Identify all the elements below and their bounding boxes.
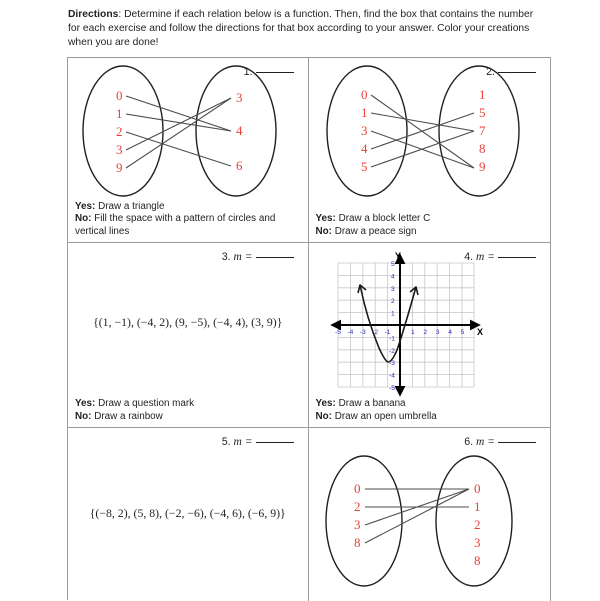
- mapping-domain-value: 0: [116, 88, 123, 103]
- slope-symbol-4: m =: [476, 251, 495, 263]
- exercise-number-4: 4.: [464, 251, 474, 263]
- yes-text-1: Draw a triangle: [98, 200, 165, 212]
- mapping-range-value: 3: [473, 535, 480, 550]
- mapping-domain-value: 4: [360, 141, 367, 156]
- answer-directions-1: [75, 201, 303, 238]
- slope-symbol-6: m =: [476, 436, 495, 448]
- relation-set-5: {(−8, 2), (5, 8), (−2, −6), (−4, 6), (−6, 9)}: [89, 506, 286, 520]
- exercise-label-3: [222, 251, 294, 263]
- slope-symbol-5: m =: [233, 436, 253, 448]
- directions-label: Directions: [68, 9, 119, 20]
- y-tick: -1: [388, 335, 395, 343]
- x-tick: 5: [460, 329, 464, 336]
- no-text-2: Draw a peace sign: [334, 225, 417, 237]
- answer-directions-4: [316, 398, 544, 423]
- mapping-domain-value: 5: [360, 159, 367, 174]
- answer-blank-3[interactable]: [256, 257, 294, 258]
- y-tick: 5: [390, 261, 395, 268]
- y-tick: 1: [390, 310, 395, 318]
- mapping-range-value: 4: [236, 123, 243, 138]
- exercise-number-3: 3.: [221, 251, 231, 263]
- table-row: [68, 428, 551, 601]
- yes-label-1: Yes:: [75, 200, 96, 212]
- mapping-domain-value: 2: [353, 499, 360, 514]
- table-row: [68, 243, 551, 428]
- yes-label-4: Yes:: [315, 398, 336, 410]
- exercise-cell-1: [68, 58, 309, 243]
- exercise-cell-5: [68, 428, 309, 601]
- exercise-number-5: 5.: [221, 436, 231, 448]
- x-tick: 2: [422, 329, 427, 336]
- coordinate-graph-4: [327, 249, 487, 409]
- exercise-cell-2: [309, 58, 552, 243]
- mapping-range-value: 6: [236, 158, 243, 173]
- mapping-range-value: 1: [473, 499, 480, 514]
- no-label-3: No:: [75, 410, 92, 422]
- x-tick: 4: [447, 329, 452, 336]
- relation-set-3: {(1, −1), (−4, 2), (9, −5), (−4, 4), (3, 9)}: [93, 315, 283, 329]
- mapping-range-value: 1: [478, 87, 485, 102]
- mapping-domain-value: 3: [116, 142, 123, 157]
- mapping-domain-value: 3: [353, 517, 360, 532]
- mapping-domain-value: 0: [360, 87, 367, 102]
- mapping-domain-value: 2: [116, 124, 123, 139]
- mapping-range-value: 0: [473, 481, 480, 496]
- no-text-3: Draw a rainbow: [94, 410, 163, 422]
- yes-text-2: Draw a block letter C: [338, 213, 431, 225]
- x-tick: 3: [435, 329, 439, 336]
- no-label-1: No:: [75, 213, 92, 225]
- answer-blank-4[interactable]: [498, 257, 536, 258]
- mapping-range-value: 3: [236, 90, 243, 105]
- exercise-cell-3: [68, 243, 309, 428]
- yes-label-2: Yes:: [315, 213, 336, 225]
- mapping-domain-value: 8: [353, 535, 360, 550]
- x-tick: -1: [384, 329, 390, 336]
- exercise-table: [67, 57, 551, 600]
- mapping-diagram-6: [309, 428, 551, 601]
- yes-label-3: Yes:: [75, 398, 96, 410]
- x-tick: 1: [410, 329, 415, 336]
- yes-text-4: Draw a banana: [338, 398, 406, 410]
- mapping-range-value: 2: [473, 517, 480, 532]
- y-tick: -4: [388, 372, 395, 380]
- exercise-cell-6: [309, 428, 552, 601]
- x-tick: -4: [346, 329, 353, 336]
- y-tick: -3: [388, 360, 395, 368]
- mapping-range-value: 8: [478, 141, 485, 156]
- mapping-domain-value: 3: [360, 123, 367, 138]
- exercise-label-5: [222, 436, 294, 448]
- mapping-domain-value: 1: [116, 106, 123, 121]
- mapping-range-value: 7: [478, 123, 485, 138]
- y-tick: -2: [388, 347, 395, 355]
- mapping-range-value: 8: [473, 553, 480, 568]
- mapping-range-value: 9: [478, 159, 485, 174]
- exercise-number-2: 2.: [486, 66, 495, 78]
- no-text-4: Draw an open umbrella: [334, 410, 437, 422]
- table-row: [68, 58, 551, 243]
- exercise-number-6: 6.: [464, 436, 474, 448]
- no-label-4: No:: [315, 410, 332, 422]
- directions-text: : Determine if each relation below is a function. Then, find the box that contains the number for each exercise and follow the directions for that box according to your answer. Color your creations when you are done!: [68, 9, 534, 49]
- directions-paragraph: [68, 8, 534, 51]
- slope-symbol-3: m =: [233, 251, 253, 263]
- x-tick: -2: [371, 329, 378, 336]
- no-label-2: No:: [315, 225, 332, 237]
- x-tick: -5: [334, 329, 341, 336]
- yes-text-3: Draw a question mark: [98, 398, 195, 410]
- y-tick: 4: [390, 273, 395, 281]
- answer-directions-2: [316, 213, 544, 238]
- y-tick: -5: [388, 385, 395, 392]
- mapping-range-value: 5: [478, 105, 485, 120]
- answer-blank-5[interactable]: [256, 442, 294, 443]
- y-tick: 2: [390, 298, 395, 306]
- mapping-domain-value: 9: [116, 160, 123, 175]
- mapping-domain-value: 0: [353, 481, 360, 496]
- exercise-number-1: 1.: [243, 66, 253, 78]
- mapping-domain-value: 1: [360, 105, 367, 120]
- no-text-1: Fill the space with a pattern of circles and vertical lines: [75, 213, 276, 237]
- y-axis-label: Y: [394, 251, 401, 261]
- answer-directions-3: [75, 398, 303, 423]
- y-tick: 3: [390, 285, 395, 293]
- exercise-cell-4: [309, 243, 552, 428]
- x-tick: -3: [359, 329, 366, 336]
- x-axis-label: X: [476, 327, 483, 337]
